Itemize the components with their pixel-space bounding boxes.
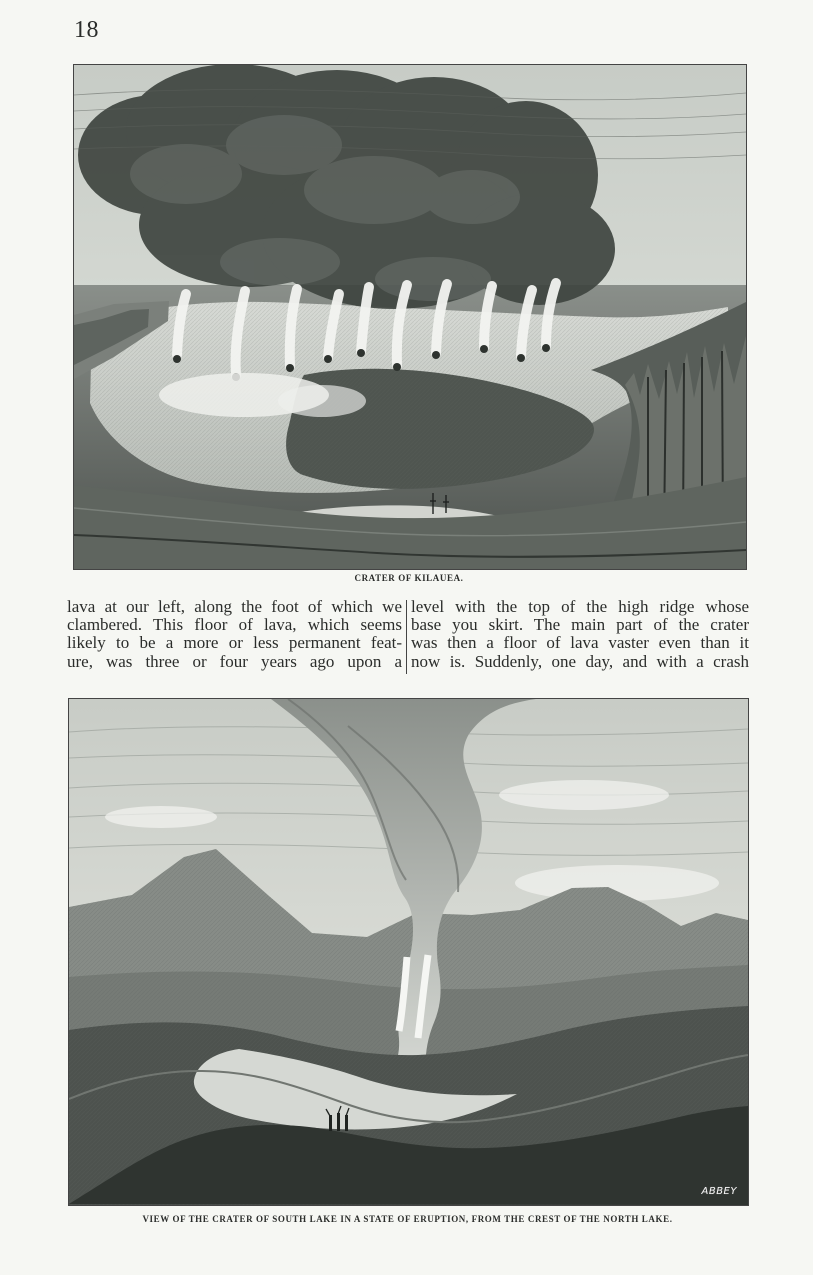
page-number: 18 [74,17,99,43]
crater-illustration [73,64,747,570]
body-line: level with the top of the high ridge whose [411,597,749,616]
body-line: likely to be a more or less permanent feat- [67,633,402,653]
body-line: base you skirt. The main part of the crater [411,615,749,635]
body-line: was then a floor of lava vaster even than it [411,633,749,653]
body-line: lava at our left, along the foot of which we [67,597,402,616]
volcanic-crater-illustration [74,65,746,569]
body-line: clambered. This floor of lava, which seems [67,615,402,635]
text-column-right [411,598,749,671]
body-line: now is. Suddenly, one day, and with a crash [411,651,749,671]
figure-caption-top: CRATER OF KILAUEA. [354,573,464,583]
eruption-illustration [68,698,749,1206]
eruption-illustration [69,699,748,1205]
figure-caption-bottom: VIEW OF THE CRATER OF SOUTH LAKE IN A STATE OF ERUPTION, FROM THE CREST OF THE NORTH LAKE. [142,1214,673,1224]
column-divider [406,600,407,674]
text-column-left [67,598,402,671]
artist-signature: ABBEY [701,1186,737,1197]
body-line: ure, was three or four years ago upon a [67,651,402,671]
